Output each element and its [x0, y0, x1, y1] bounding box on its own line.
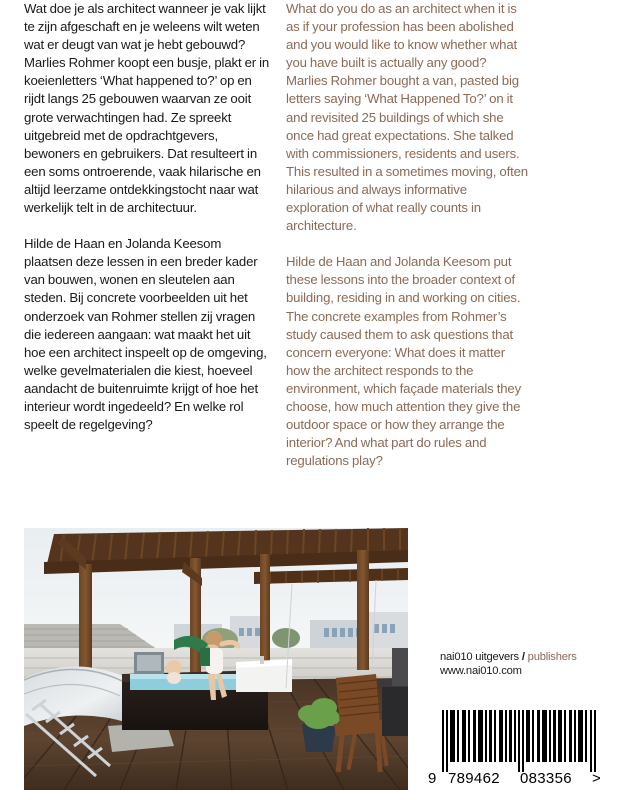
publisher-block	[440, 650, 610, 678]
barcode-bars	[428, 710, 612, 772]
publisher-separator: /	[521, 651, 525, 663]
publisher-website: www.nai010.com	[440, 665, 522, 677]
dutch-paragraph-1: Wat doe je als architect wanneer je vak lijkt te zijn afgeschaft en je weleens wilt weten wat er deugt van wat je hebt gebouwd? Marlies Rohmer koopt een busje, plakt er in koeienletters ‘What happened to?’ op en rijdt langs 25 gebouwen waarvan ze ooit grote verwachtingen had. Ze spreekt uitgebreid met de opdrachtgevers, bewoners en gebruikers. Dat resulteert in een soms ontroerende, vaak hilarische en altijd leerzame ontdekkingstocht naar wat werkelijk telt in de architectuur.	[24, 1, 270, 216]
dutch-paragraph-2: Hilde de Haan en Jolanda Keesom plaatsen deze lessen in een breder kader van bouwen, wonen en sleutelen aan steden. Bij concrete voorbeelden uit het onderzoek van Rohmer stellen zij vragen die iedereen aangaan: wat maakt het uit hoe een architect inspeelt op de omgeving, welke gevelmaterialen die kiest, hoeveel aandacht de buitenruimte krijgt of hoe het interieur wordt ingedeeld? En welke rol speelt de regelgeving?	[24, 236, 267, 433]
blurb-column-english	[286, 0, 530, 488]
barcode-lead-digit: 9	[428, 770, 437, 787]
publisher-name-line	[440, 650, 610, 664]
publisher-name-nl: nai010 uitgevers	[440, 651, 519, 663]
blurb-column-dutch	[24, 0, 272, 452]
barcode-left-group: 789462	[448, 770, 500, 787]
publisher-name-en: publishers	[527, 651, 577, 663]
isbn-barcode	[428, 710, 612, 792]
english-paragraph-1: What do you do as an architect when it is as if your profession has been abolished and you would like to know whether what you have built is actually any good? Marlies Rohmer bought a van, pasted big letters saying ‘What Happened To?’ on it and revisited 25 buildings of which she once had great expectations. She talked with commissioners, residents and users. This resulted in a sometimes moving, often hilarious and always informative exploration of what really counts in architecture.	[286, 1, 528, 234]
english-paragraph-2: Hilde de Haan and Jolanda Keesom put these lessons into the broader context of building, residing in and working on cities. The concrete examples from Rohmer’s study caused them to ask questions that concern everyone: What does it matter how the architect responds to the environment, which façade materials they choose, how much attention they give the outdoor space or how they arrange the interior? And what part do rules and regulations play?	[286, 254, 522, 469]
barcode-right-group: 083356	[520, 770, 572, 787]
cover-photograph	[24, 528, 408, 790]
barcode-trailing-symbol: >	[592, 770, 602, 787]
rooftop-terrace-illustration	[24, 528, 408, 790]
